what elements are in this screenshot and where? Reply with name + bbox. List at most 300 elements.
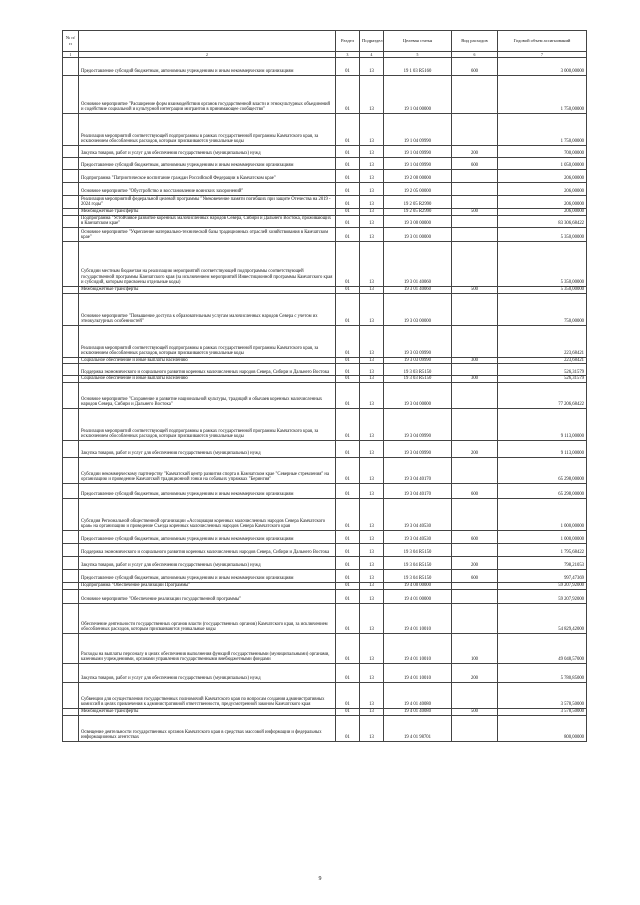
row-amount-cell: 3 578,50000: [498, 682, 587, 708]
row-name-cell: Поддержка экономического и социального развития коренных малочисленных народов Севера, Сибири и Дальнего Востока: [79, 543, 336, 556]
row-target-article-cell: 19 3 01 40060: [384, 241, 452, 286]
budget-table-page: [62, 30, 586, 742]
row-expense-type-cell: [452, 170, 498, 183]
row-amount-cell: 5 350,00000: [498, 241, 587, 286]
column-number: 7: [498, 52, 587, 58]
row-razdel-cell: 01: [336, 114, 360, 146]
row-number-cell: [63, 293, 79, 325]
row-target-article-cell: 19 4 00 00000: [384, 582, 452, 589]
table-row: [63, 543, 587, 556]
row-amount-cell: 223,68421: [498, 325, 587, 357]
row-expense-type-cell: [452, 364, 498, 376]
row-number-cell: [63, 364, 79, 376]
table-body: [63, 58, 587, 742]
row-razdel-cell: 01: [336, 408, 360, 440]
row-podrazdel-cell: 13: [360, 170, 384, 183]
row-amount-cell: 206,00000: [498, 196, 587, 209]
table-row: [63, 170, 587, 183]
row-expense-type-cell: 600: [452, 58, 498, 76]
row-podrazdel-cell: 13: [360, 498, 384, 530]
row-razdel-cell: 01: [336, 498, 360, 530]
row-target-article-cell: 19 4 01 10010: [384, 603, 452, 633]
row-expense-type-cell: [452, 183, 498, 196]
row-podrazdel-cell: 13: [360, 715, 384, 741]
row-name-cell: Основное мероприятие "Повышение доступа к образовательным услугам малочисленных народов Севера с учетом их этнокультурных особенностей": [79, 293, 336, 325]
row-podrazdel-cell: 13: [360, 76, 384, 114]
row-razdel-cell: 01: [336, 582, 360, 589]
row-razdel-cell: 01: [336, 357, 360, 364]
row-amount-cell: 49 048,57000: [498, 633, 587, 663]
row-name-cell: Подпрограмма "Патриотическое воспитание граждан Российской Федерации в Камчатском крае": [79, 170, 336, 183]
row-podrazdel-cell: 13: [360, 530, 384, 543]
row-name-cell: Предоставление субсидий бюджетным, автономным учреждениям и иным некоммерческим организациям: [79, 158, 336, 170]
row-expense-type-cell: [452, 114, 498, 146]
row-razdel-cell: 01: [336, 715, 360, 741]
row-target-article-cell: 19 3 04 R5150: [384, 569, 452, 582]
row-target-article-cell: 19 2 05 R2990: [384, 209, 452, 216]
row-razdel-cell: 01: [336, 543, 360, 556]
row-podrazdel-cell: 13: [360, 483, 384, 498]
row-podrazdel-cell: 13: [360, 183, 384, 196]
row-name-cell: Субвенции для осуществления государственных полномочий Камчатского края по вопросам создания административных комиссий в целях привлечения к административной ответственности, предусмотренной законом Камчатского края: [79, 682, 336, 708]
row-amount-cell: 5 780,85000: [498, 663, 587, 682]
table-row: [63, 589, 587, 603]
row-razdel-cell: 01: [336, 76, 360, 114]
table-row: [63, 440, 587, 457]
table-row: [63, 483, 587, 498]
row-amount-cell: 1 750,00000: [498, 76, 587, 114]
row-name-cell: Расходы на выплаты персоналу в целях обеспечения выполнения функций государственными (муниципальными) органами, казенными учреждениями, органами управления государственными внебюджетными фондами: [79, 633, 336, 663]
row-number-cell: [63, 498, 79, 530]
row-podrazdel-cell: 13: [360, 457, 384, 483]
row-target-article-cell: 19 3 04 00000: [384, 382, 452, 408]
row-amount-cell: 1 000,00000: [498, 498, 587, 530]
row-number-cell: [63, 376, 79, 383]
row-podrazdel-cell: 13: [360, 114, 384, 146]
row-razdel-cell: 01: [336, 325, 360, 357]
row-number-cell: [63, 325, 79, 357]
row-name-cell: Социальное обеспечение и иные выплаты населению: [79, 357, 336, 364]
row-target-article-cell: 19 3 03 R5150: [384, 364, 452, 376]
table-row: [63, 357, 587, 364]
row-number-cell: [63, 582, 79, 589]
row-razdel-cell: 01: [336, 58, 360, 76]
table-row: [63, 408, 587, 440]
table-row: [63, 158, 587, 170]
table-row: [63, 382, 587, 408]
row-expense-type-cell: [452, 582, 498, 589]
row-number-cell: [63, 530, 79, 543]
row-target-article-cell: 19 4 01 40080: [384, 682, 452, 708]
column-number: 6: [452, 52, 498, 58]
row-podrazdel-cell: 13: [360, 440, 384, 457]
row-name-cell: Подпрограмма "Устойчивое развитие коренных малочисленных народов Севера, Сибири и Дальнего Востока, проживающих в Камчатском крае": [79, 215, 336, 227]
row-razdel-cell: 01: [336, 286, 360, 293]
row-name-cell: Освещение деятельности государственных органов Камчатского края в средствах массовой информации и федеральных информационных агентствах: [79, 715, 336, 741]
row-podrazdel-cell: 13: [360, 196, 384, 209]
row-number-cell: [63, 227, 79, 241]
row-razdel-cell: 01: [336, 457, 360, 483]
table-row: [63, 603, 587, 633]
row-name-cell: Предоставление субсидий бюджетным, автономным учреждениям и иным некоммерческим организациям: [79, 483, 336, 498]
row-number-cell: [63, 76, 79, 114]
row-target-article-cell: 19 1 03 R5160: [384, 58, 452, 76]
row-podrazdel-cell: 13: [360, 569, 384, 582]
row-razdel-cell: 01: [336, 530, 360, 543]
row-expense-type-cell: 500: [452, 708, 498, 715]
row-amount-cell: 59 207,92000: [498, 589, 587, 603]
row-number-cell: [63, 114, 79, 146]
column-number: 5: [384, 52, 452, 58]
row-razdel-cell: 01: [336, 556, 360, 569]
row-razdel-cell: 01: [336, 183, 360, 196]
row-podrazdel-cell: 13: [360, 663, 384, 682]
table-row: [63, 663, 587, 682]
row-razdel-cell: 01: [336, 569, 360, 582]
row-podrazdel-cell: 13: [360, 682, 384, 708]
row-target-article-cell: 19 3 03 09990: [384, 357, 452, 364]
row-number-cell: [63, 382, 79, 408]
row-target-article-cell: 19 3 01 00000: [384, 227, 452, 241]
row-name-cell: Закупка товаров, работ и услуг для обеспечения государственных (муниципальных) нужд: [79, 556, 336, 569]
row-target-article-cell: 19 3 03 00000: [384, 293, 452, 325]
row-podrazdel-cell: 13: [360, 543, 384, 556]
row-podrazdel-cell: 13: [360, 603, 384, 633]
table-row: [63, 286, 587, 293]
table-row: [63, 183, 587, 196]
row-target-article-cell: 19 3 04 09990: [384, 408, 452, 440]
row-expense-type-cell: 500: [452, 209, 498, 216]
row-podrazdel-cell: 13: [360, 408, 384, 440]
row-expense-type-cell: 200: [452, 556, 498, 569]
row-expense-type-cell: 600: [452, 158, 498, 170]
row-number-cell: [63, 556, 79, 569]
row-razdel-cell: 01: [336, 146, 360, 158]
row-expense-type-cell: [452, 682, 498, 708]
row-podrazdel-cell: 13: [360, 708, 384, 715]
table-row: [63, 498, 587, 530]
row-razdel-cell: 01: [336, 364, 360, 376]
row-target-article-cell: 19 2 05 00000: [384, 183, 452, 196]
row-target-article-cell: 19 1 04 09990: [384, 146, 452, 158]
row-podrazdel-cell: 13: [360, 158, 384, 170]
row-name-cell: Закупка товаров, работ и услуг для обеспечения государственных (муниципальных) нужд: [79, 146, 336, 158]
row-amount-cell: 206,00000: [498, 183, 587, 196]
row-podrazdel-cell: 13: [360, 227, 384, 241]
row-target-article-cell: 19 3 00 00000: [384, 215, 452, 227]
row-name-cell: Реализация мероприятий соответствующей подпрограммы в рамках государственной программы Камчатского края, за исключением обособленных расходов, которым присваиваются уникальные коды: [79, 325, 336, 357]
row-target-article-cell: 19 4 01 40080: [384, 708, 452, 715]
row-number-cell: [63, 146, 79, 158]
row-name-cell: Закупка товаров, работ и услуг для обеспечения государственных (муниципальных) нужд: [79, 663, 336, 682]
row-name-cell: Субсидия Региональной общественной организации «Ассоциация коренных малочисленных народов Севера Камчатского края» на организацию и проведение Съезда коренных малочисленных народов Севера Камчатского края: [79, 498, 336, 530]
table-row: [63, 209, 587, 216]
row-amount-cell: 9 113,00000: [498, 440, 587, 457]
table-row: [63, 325, 587, 357]
row-podrazdel-cell: 13: [360, 364, 384, 376]
row-razdel-cell: 01: [336, 633, 360, 663]
table-row: [63, 457, 587, 483]
row-target-article-cell: 19 4 01 00000: [384, 589, 452, 603]
table-row: [63, 58, 587, 76]
row-name-cell: Реализация мероприятий федеральной целевой программы "Увековечение памяти погибших при защите Отечества на 2019 - 2024 годы": [79, 196, 336, 209]
row-number-cell: [63, 215, 79, 227]
row-target-article-cell: 19 4 01 10010: [384, 663, 452, 682]
column-number: 1: [63, 52, 79, 58]
row-target-article-cell: 19 1 04 09990: [384, 114, 452, 146]
row-amount-cell: 1 795,68422: [498, 543, 587, 556]
row-number-cell: [63, 158, 79, 170]
row-razdel-cell: 01: [336, 170, 360, 183]
row-razdel-cell: 01: [336, 708, 360, 715]
row-target-article-cell: 19 3 03 R5150: [384, 376, 452, 383]
row-amount-cell: 526,31579: [498, 376, 587, 383]
row-target-article-cell: 19 1 04 00000: [384, 76, 452, 114]
row-name-cell: Закупка товаров, работ и услуг для обеспечения государственных (муниципальных) нужд: [79, 440, 336, 457]
row-amount-cell: 526,31579: [498, 364, 587, 376]
row-expense-type-cell: [452, 215, 498, 227]
row-name-cell: Основное мероприятие "Сохранение и развитие национальной культуры, традиций и обычаев коренных малочисленных народов Севера, Сибири и Дальнего Востока": [79, 382, 336, 408]
column-number: 2: [79, 52, 336, 58]
row-name-cell: Реализация мероприятий соответствующей подпрограммы в рамках государственной программы Камчатского края, за исключением обособленных расходов, которым присваиваются уникальные коды: [79, 408, 336, 440]
row-name-cell: Основное мероприятие "Укрепление материально-технической базы традиционных отраслей хозяйствования в Камчатском крае": [79, 227, 336, 241]
row-expense-type-cell: 500: [452, 286, 498, 293]
row-amount-cell: 9 113,00000: [498, 408, 587, 440]
budget-table: [62, 30, 587, 742]
row-expense-type-cell: [452, 196, 498, 209]
row-amount-cell: 1 000,00000: [498, 530, 587, 543]
table-row: [63, 582, 587, 589]
row-razdel-cell: 01: [336, 440, 360, 457]
header-razdel: Раздел: [336, 31, 360, 52]
row-amount-cell: 700,00000: [498, 146, 587, 158]
row-podrazdel-cell: 13: [360, 376, 384, 383]
row-amount-cell: 65 298,00000: [498, 483, 587, 498]
row-expense-type-cell: 600: [452, 483, 498, 498]
row-amount-cell: 750,00000: [498, 293, 587, 325]
row-name-cell: Обеспечение деятельности государственных органов власти (государственных органов) Камчатского края, за исключением обособленных расходов, которым присваиваются уникальные коды: [79, 603, 336, 633]
row-name-cell: Основное мероприятие "Обеспечение реализации государственной программы": [79, 589, 336, 603]
row-number-cell: [63, 357, 79, 364]
row-razdel-cell: 01: [336, 241, 360, 286]
row-name-cell: Социальное обеспечение и иные выплаты населению: [79, 376, 336, 383]
row-number-cell: [63, 715, 79, 741]
row-target-article-cell: 19 4 01 98701: [384, 715, 452, 741]
row-target-article-cell: 19 3 04 40170: [384, 457, 452, 483]
row-expense-type-cell: 200: [452, 440, 498, 457]
table-row: [63, 293, 587, 325]
row-expense-type-cell: [452, 325, 498, 357]
row-number-cell: [63, 682, 79, 708]
header-podrazdel: Подраздел: [360, 31, 384, 52]
row-number-cell: [63, 457, 79, 483]
row-podrazdel-cell: 13: [360, 58, 384, 76]
row-razdel-cell: 01: [336, 603, 360, 633]
row-podrazdel-cell: 13: [360, 286, 384, 293]
row-number-cell: [63, 241, 79, 286]
column-number: 4: [360, 52, 384, 58]
row-razdel-cell: 01: [336, 293, 360, 325]
row-expense-type-cell: [452, 293, 498, 325]
row-expense-type-cell: 300: [452, 376, 498, 383]
row-name-cell: Реализация мероприятий соответствующей подпрограммы в рамках государственной программы Камчатского края, за исключением обособленных расходов, которым присваиваются уникальные коды: [79, 114, 336, 146]
row-podrazdel-cell: 13: [360, 357, 384, 364]
row-amount-cell: 223,68421: [498, 357, 587, 364]
row-target-article-cell: 19 3 04 09990: [384, 440, 452, 457]
row-name-cell: Поддержка экономического и социального развития коренных малочисленных народов Севера, Сибири и Дальнего Востока: [79, 364, 336, 376]
row-amount-cell: 997,47369: [498, 569, 587, 582]
row-name-cell: Основное мероприятие "Расширение форм взаимодействия органов государственной власти и этнокультурных объединений и содействие социальной и культурной интеграции мигрантов в принимающее сообщество": [79, 76, 336, 114]
row-number-cell: [63, 196, 79, 209]
row-number-cell: [63, 286, 79, 293]
row-razdel-cell: 01: [336, 663, 360, 682]
row-name-cell: Подпрограмма "Обеспечение реализации Программы": [79, 582, 336, 589]
table-row: [63, 146, 587, 158]
table-row: [63, 227, 587, 241]
row-number-cell: [63, 58, 79, 76]
row-number-cell: [63, 708, 79, 715]
table-row: [63, 241, 587, 286]
header-target-article: Целевая статья: [384, 31, 452, 52]
table-row: [63, 76, 587, 114]
table-row: [63, 633, 587, 663]
row-expense-type-cell: [452, 457, 498, 483]
row-expense-type-cell: [452, 589, 498, 603]
row-expense-type-cell: [452, 382, 498, 408]
row-razdel-cell: 01: [336, 382, 360, 408]
row-razdel-cell: 01: [336, 215, 360, 227]
row-number-cell: [63, 633, 79, 663]
row-expense-type-cell: [452, 241, 498, 286]
row-number-cell: [63, 589, 79, 603]
row-target-article-cell: 19 3 04 40530: [384, 530, 452, 543]
page-number: 9: [318, 876, 322, 882]
row-amount-cell: 3 000,00000: [498, 58, 587, 76]
row-podrazdel-cell: 13: [360, 582, 384, 589]
table-header-row: [63, 31, 587, 52]
row-amount-cell: 54 829,42000: [498, 603, 587, 633]
row-amount-cell: 206,00000: [498, 209, 587, 216]
row-podrazdel-cell: 13: [360, 633, 384, 663]
table-row: [63, 114, 587, 146]
row-amount-cell: 800,00000: [498, 715, 587, 741]
table-row: [63, 569, 587, 582]
row-amount-cell: 65 298,00000: [498, 457, 587, 483]
row-expense-type-cell: [452, 498, 498, 530]
row-expense-type-cell: 300: [452, 357, 498, 364]
row-target-article-cell: 19 3 04 40170: [384, 483, 452, 498]
row-number-cell: [63, 663, 79, 682]
row-expense-type-cell: [452, 603, 498, 633]
row-expense-type-cell: [452, 543, 498, 556]
row-name-cell: Межбюджетные трансферты: [79, 286, 336, 293]
table-row: [63, 556, 587, 569]
row-name-cell: Основное мероприятие "Обустройство и восстановление воинских захоронений": [79, 183, 336, 196]
row-razdel-cell: 01: [336, 227, 360, 241]
row-number-cell: [63, 209, 79, 216]
row-razdel-cell: 01: [336, 158, 360, 170]
row-amount-cell: 59 207,92000: [498, 582, 587, 589]
row-expense-type-cell: [452, 227, 498, 241]
row-amount-cell: 5 350,00000: [498, 227, 587, 241]
row-target-article-cell: 19 2 05 R2990: [384, 196, 452, 209]
row-name-cell: Предоставление субсидий бюджетным, автономным учреждениям и иным некоммерческим организациям: [79, 569, 336, 582]
row-razdel-cell: 01: [336, 682, 360, 708]
row-expense-type-cell: [452, 408, 498, 440]
row-number-cell: [63, 408, 79, 440]
row-target-article-cell: 19 2 00 00000: [384, 170, 452, 183]
column-number: 3: [336, 52, 360, 58]
table-row: [63, 215, 587, 227]
row-amount-cell: 83 306,68422: [498, 215, 587, 227]
row-amount-cell: 1 750,00000: [498, 114, 587, 146]
row-amount-cell: 77 206,68422: [498, 382, 587, 408]
row-podrazdel-cell: 13: [360, 209, 384, 216]
row-number-cell: [63, 170, 79, 183]
row-podrazdel-cell: 13: [360, 556, 384, 569]
row-name-cell: Предоставление субсидий бюджетным, автономным учреждениям и иным некоммерческим организациям: [79, 530, 336, 543]
row-razdel-cell: 01: [336, 376, 360, 383]
row-name-cell: Предоставление субсидий бюджетным, автономным учреждениям и иным некоммерческим организациям: [79, 58, 336, 76]
row-number-cell: [63, 440, 79, 457]
row-podrazdel-cell: 13: [360, 215, 384, 227]
row-target-article-cell: 19 3 04 R5150: [384, 556, 452, 569]
row-name-cell: Субсидии некоммерческому партнерству "Камчатский центр развития спорта в Камчатском крае "Северные стремления" на организацию и проведение Камчатской традиционной гонки на собачьих упряжках "Берингия": [79, 457, 336, 483]
row-razdel-cell: 01: [336, 196, 360, 209]
row-expense-type-cell: 200: [452, 146, 498, 158]
row-razdel-cell: 01: [336, 209, 360, 216]
table-row: [63, 715, 587, 741]
row-amount-cell: 798,21053: [498, 556, 587, 569]
table-row: [63, 376, 587, 383]
row-number-cell: [63, 483, 79, 498]
row-target-article-cell: 19 1 04 09990: [384, 158, 452, 170]
row-podrazdel-cell: 13: [360, 589, 384, 603]
table-row: [63, 682, 587, 708]
row-expense-type-cell: [452, 715, 498, 741]
header-num: № п/п: [63, 31, 79, 52]
row-target-article-cell: 19 3 04 40530: [384, 498, 452, 530]
row-target-article-cell: 19 3 04 R5150: [384, 543, 452, 556]
row-number-cell: [63, 569, 79, 582]
row-amount-cell: 1 050,00000: [498, 158, 587, 170]
row-amount-cell: 5 350,00000: [498, 286, 587, 293]
row-amount-cell: 206,00000: [498, 170, 587, 183]
row-expense-type-cell: 600: [452, 530, 498, 543]
table-row: [63, 196, 587, 209]
row-amount-cell: 3 578,50000: [498, 708, 587, 715]
row-expense-type-cell: 200: [452, 663, 498, 682]
header-annual-volume: Годовой объем ассигнований: [498, 31, 587, 52]
row-razdel-cell: 01: [336, 483, 360, 498]
row-expense-type-cell: 600: [452, 569, 498, 582]
row-expense-type-cell: 100: [452, 633, 498, 663]
row-number-cell: [63, 183, 79, 196]
table-row: [63, 708, 587, 715]
row-number-cell: [63, 603, 79, 633]
row-podrazdel-cell: 13: [360, 241, 384, 286]
row-podrazdel-cell: 13: [360, 293, 384, 325]
row-podrazdel-cell: 13: [360, 382, 384, 408]
table-row: [63, 530, 587, 543]
header-expense-type: Вид расходов: [452, 31, 498, 52]
row-name-cell: Межбюджетные трансферты: [79, 708, 336, 715]
row-name-cell: Субсидии местным бюджетам на реализацию мероприятий соответствующей подпрограммы соответствующей государственной программы Камчатского края (за исключением мероприятий Инвестиционной программы Камчатского края и субсидий, которым присвоены отдельные коды): [79, 241, 336, 286]
row-target-article-cell: 19 3 03 09990: [384, 325, 452, 357]
row-expense-type-cell: [452, 76, 498, 114]
row-target-article-cell: 19 4 01 10010: [384, 633, 452, 663]
row-razdel-cell: 01: [336, 589, 360, 603]
